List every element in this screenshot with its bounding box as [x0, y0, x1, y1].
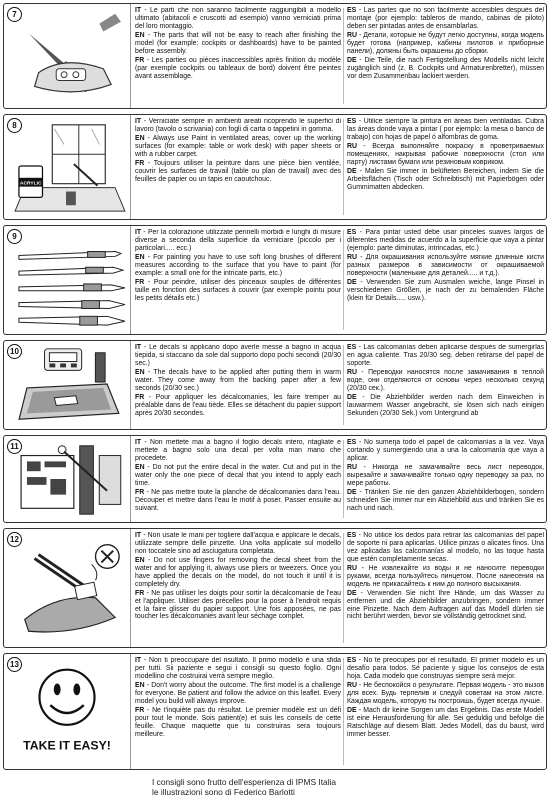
step-7-illustration [4, 4, 131, 108]
step-12 [3, 528, 547, 648]
paragraph-de: DE - Malen Sie immer in belüfteten Bereichen, indem Sie die Arbeitsflächen (Tisch oder Schreibtisch) mit Papierbögen oder Gummimatten abdecken. [347, 168, 544, 191]
paint-jar-label: ACRYLIC [19, 181, 42, 187]
step-13-illustration [4, 654, 131, 769]
paragraph-de: DE - Verwenden Sie zum Ausmalen weiche, lange Pinsel in verschiedenen Größen, je nach der zu bemalenden Fläche (klein für Details..... usw.). [347, 279, 544, 302]
step-number: 11 [7, 439, 22, 454]
paragraph-it: IT - Per la colorazione utilizzate pennelli morbidi e lunghi di misure diverse a seconda della superficie da verniciare (piccolo per i particolari..... ecc.) [135, 229, 341, 252]
paragraph-ru: RU - Не беспокойся о результате. Первая модель - это вызов для всех. Будь терпелив и следуй советам на этом листе. Каждая модель, которую ты построишь, будет всегда лучше. [347, 682, 544, 705]
instruction-page [3, 3, 547, 797]
paragraph-ru: RU - Всегда выполняйте покраску в проветриваемых помещениях, накрывая рабочие поверхности (стол или парту) листами бумаги или резиновым ковриком. [347, 143, 544, 166]
column-divider [343, 658, 344, 765]
step-7 [3, 3, 547, 109]
paragraph-en: EN - The decals have to be applied after putting them in warm water. They come away from the backing paper after a few seconds (20/30 sec.) [135, 369, 341, 392]
step-13 [3, 653, 547, 770]
paragraph-en: EN - Do not put the entire decal in the water. Cut and put in the water only the one piece of decal that you intend to apply each time. [135, 464, 341, 487]
tweezers-and-decal-illustration [4, 529, 131, 647]
paragraph-de: DE - Die Teile, die nach Fertigstellung des Modells nicht leicht zugänglich sind (z. B. Cockpits und Armaturenbretter), müssen vor dem Zusammenbau lackiert werden. [347, 57, 544, 80]
step-9-text-right [347, 229, 544, 332]
paragraph-fr: FR - Les parties ou pièces inaccessibles après finition du modèle (par exemple cockpits ou tableaux de bord) doivent être peintes avant assemblage. [135, 57, 341, 80]
column-divider [343, 533, 344, 643]
paragraph-es: ES - Las calcomanías deben aplicarse después de sumergirlas en agua caliente. Tras 20/30 seg. deben retirarse del papel de soporte. [347, 344, 544, 367]
paragraph-es: ES - Las partes que no son fácilmente accesibles después del montaje (por ejemplo: tableros de mando, cabinas de piloto) deben ser pintadas antes de ensamblarlas. [347, 7, 544, 30]
step-11 [3, 435, 547, 523]
step-11-text-right [347, 439, 544, 520]
column-divider [343, 119, 344, 215]
step-12-illustration [4, 529, 131, 647]
paragraph-en: EN - Don't worry about the outcome. The first model is a challenge for everyone. Be patient and follow the advice on this leaflet. Every model you build will always improve. [135, 682, 341, 705]
paragraph-it: IT - Non usate le mani per togliere dall'acqua e applicare le decals, utilizzate sempre delle pinzette. Una volta applicate sul modello non toccatele sino ad asciugatura completata. [135, 532, 341, 555]
smiley-take-it-easy-illustration [4, 654, 131, 769]
column-divider [343, 345, 344, 425]
step-8-text-left [135, 118, 341, 217]
paragraph-it: IT - Le decals si applicano dopo averle messe a bagno in acqua tiepida, si staccano da sole dal supporto dopo pochi secondi (20/30 sec.) [135, 344, 341, 367]
ventilated-workspace-illustration [4, 115, 131, 219]
brushes-illustration [4, 226, 131, 334]
paragraph-es: ES - No te preocupes por el resultado. El primer modelo es un desafío para todos. Sé paciente y sigue los consejos de esta hoja. Cada modelo que construyas siempre será mejor. [347, 657, 544, 680]
step-12-text-left [135, 532, 341, 645]
step-10 [3, 340, 547, 430]
step-9-illustration [4, 226, 131, 334]
step-9-text-left [135, 229, 341, 332]
paragraph-it: IT - Non ti preoccupare del risultato. Il primo modello è una sfida per tutti. Sii paziente e segui i consigli su questo foglio. Ogni modellino che costruirai verrà sempre meglio. [135, 657, 341, 680]
paragraph-es: ES - No sumerja todo el papel de calcomanías a la vez. Vaya cortando y sumergiendo una a una la calcomanía que vaya a aplicar. [347, 439, 544, 462]
step-7-text-left [135, 7, 341, 106]
paragraph-it: IT - Le parti che non saranno facilmente raggiungibili a modello ultimato (abitacoli e cruscotti ad esempio) vanno verniciati prima del loro montaggio. [135, 7, 341, 30]
step-9 [3, 225, 547, 335]
paragraph-ru: RU - Для окрашивания используйте мягкие длинные кисти разных размеров в зависимости от окрашиваемой поверхности (маленькие для деталей..... и т.д.). [347, 254, 544, 277]
paragraph-ru: RU - Никогда не замачивайте весь лист переводок, вырезайте и замачивайте только одну переводку за раз, по мере работы. [347, 464, 544, 487]
step-11-text-left [135, 439, 341, 520]
water-tray-and-timer-illustration [4, 341, 131, 429]
credits-line-1: I consigli sono frutto dell'esperienza di IPMS Italia [152, 777, 337, 787]
paragraph-fr: FR - Pour peindre, utiliser des pinceaux souples de différentes taille en fonction des surfaces à couvrir (par exemple pointu pour les petits détails etc.) [135, 279, 341, 302]
paragraph-de: DE - Verwenden Sie nicht Ihre Hände, um das Wasser zu entfernen und die Abziehbilder anzubringen, sondern immer eine Pinzette. Nach dem Auftragen auf das Modell dürfen sie nicht berührt werden, bevor sie vollständig getrocknet sind. [347, 589, 544, 621]
paragraph-en: EN - Always use Paint in ventilated areas, cover up the working surfaces (for example: table or work desk) with paper sheets or with a rubber carpet. [135, 135, 341, 158]
step-number: 7 [7, 7, 22, 22]
paragraph-fr: FR - Toujours utiliser la peinture dans une pièce bien ventilée, couvrir les surfaces de travail (table ou plan de travail) avec des feuilles de papier ou un tapis en caoutchouc. [135, 160, 341, 183]
paragraph-de: DE - Mach dir keine Sorgen um das Ergebnis. Das erste Modell ist eine Herausforderung für alle. Sei geduldig und befolge die Ratschläge auf diesem Blatt. Jedes Modell, das du baust, wird immer besser. [347, 707, 544, 738]
credits-line-2: le illustrazioni sono di Federico Barlotti [152, 787, 295, 797]
column-divider [343, 440, 344, 518]
cutting-decal-illustration [4, 436, 131, 522]
paragraph-ru: RU - Переводки наносятся после замачивания в теплой воде, они отделяются от основы через несколько секунд (20/30 сек.). [347, 369, 544, 392]
step-number: 9 [7, 229, 22, 244]
step-13-text-left [135, 657, 341, 767]
paragraph-fr: FR - Ne pas mettre toute la planche de décalcomanies dans l'eau. Découper et mettre dans l'eau le motif à poser. Passer ensuite au suivant. [135, 489, 341, 512]
step-10-text-left [135, 344, 341, 427]
paragraph-es: ES - Para pintar usted debe usar pinceles suaves largos de diferentes medidas de acuerdo a la superficie que vaya a pintar (ejemplo: parte diminutas, intrincadas, etc.) [347, 229, 544, 252]
step-number: 10 [7, 344, 22, 359]
paragraph-en: EN - For painting you have to use soft long brushes of different measures according to the surface that you have to paint (for example: a small one for the intricate parts, etc.) [135, 254, 341, 277]
paragraph-ru: RU - Не извлекайте из воды и не наносите переводки руками, всегда пользуйтесь пинцетом. После нанесения на модель не прикасайтесь к ним до полного высыхания. [347, 564, 544, 588]
paragraph-fr: FR - Pour appliquer les décalcomanies, les faire tremper au préalable dans de l'eau tiède. Elles se détachent du papier support après 20/30 secondes. [135, 394, 341, 417]
paragraph-it: IT - Verniciate sempre in ambienti areati ricoprendo le superfici di lavoro (tavolo o scrivania) con fogli di carta o tappetini in gomma. [135, 118, 341, 133]
paragraph-de: DE - Die Abziehbilder werden nach dem Einweichen in lauwarmem Wasser angebracht, sie lösen sich nach einigen Sekunden (20/30 Sek.) vom Untergrund ab [347, 394, 544, 417]
step-7-text-right [347, 7, 544, 106]
step-8-text-right [347, 118, 544, 217]
paragraph-en: EN - Do not use fingers for removing the decal sheet from the water and for applying it, always use pliers or tweezers. Once you have applied the decals on the model, do not touch it until it is completely dry. [135, 557, 341, 588]
paint-brush-and-cockpit-illustration [4, 4, 131, 108]
step-8 [3, 114, 547, 220]
column-divider [343, 8, 344, 104]
step-number: 12 [7, 532, 22, 547]
step-number: 8 [7, 118, 22, 133]
paragraph-es: ES - Utilice siempre la pintura en áreas bien ventiladas. Cubra las áreas donde vaya a pintar ( por ejemplo: la mesa o banco de trabajo) con hojas de papel ó alfombras de goma. [347, 118, 544, 141]
paragraph-fr: FR - Ne t'inquiète pas du résultat. Le premier modèle est un défi pour tout le monde. Sois patient(e) et suis les conseils de cette feuille. Chaque maquette que tu construiras sera toujours meilleure. [135, 707, 341, 738]
step-11-illustration [4, 436, 131, 522]
paragraph-ru: RU - Детали, которые не будут легко доступны, когда модель будет готова (например, кабины пилотов и приборные панели), должны быть окрашены до сборки. [347, 32, 544, 55]
paragraph-es: ES - No utilice los dedos para retirar las calcomanías del papel de soporte ni para aplicarlas. Utilice pinzas o alicates finos. Una vez aplicadas las calcomanías al modelo, no las toque hasta que estén completamente secas. [347, 532, 544, 563]
column-divider [343, 230, 344, 330]
paragraph-it: IT - Non mettete mai a bagno il foglio decals intero, ritagliate e mettete a bagno solo una decal per volta man mano che procedete. [135, 439, 341, 462]
credits-footer [152, 777, 452, 797]
paragraph-fr: FR - Ne pas utiliser les doigts pour sortir la décalcomanie de l'eau et l'appliquer. Utiliser des précelles pour la poser à l'endroit requis et la faire glisser du papier support. Une fois apposées, ne pas toucher les décalcomanies avant leur séchage complet. [135, 589, 341, 621]
step-13-text-right [347, 657, 544, 767]
step-number: 13 [7, 657, 22, 672]
step-10-text-right [347, 344, 544, 427]
paragraph-de: DE - Tränken Sie nie den ganzen Abziehbilderbogen, sondern schneiden Sie immer nur ein Abziehbild aus und tränken Sie es nach und nach. [347, 489, 544, 512]
take-it-easy-label: TAKE IT EASY! [23, 738, 111, 753]
step-12-text-right [347, 532, 544, 645]
step-8-illustration [4, 115, 131, 219]
step-10-illustration [4, 341, 131, 429]
paragraph-en: EN - The parts that will not be easy to reach after finishing the model (for example: cockpits or dashboards) have to be painted before assembly. [135, 32, 341, 55]
